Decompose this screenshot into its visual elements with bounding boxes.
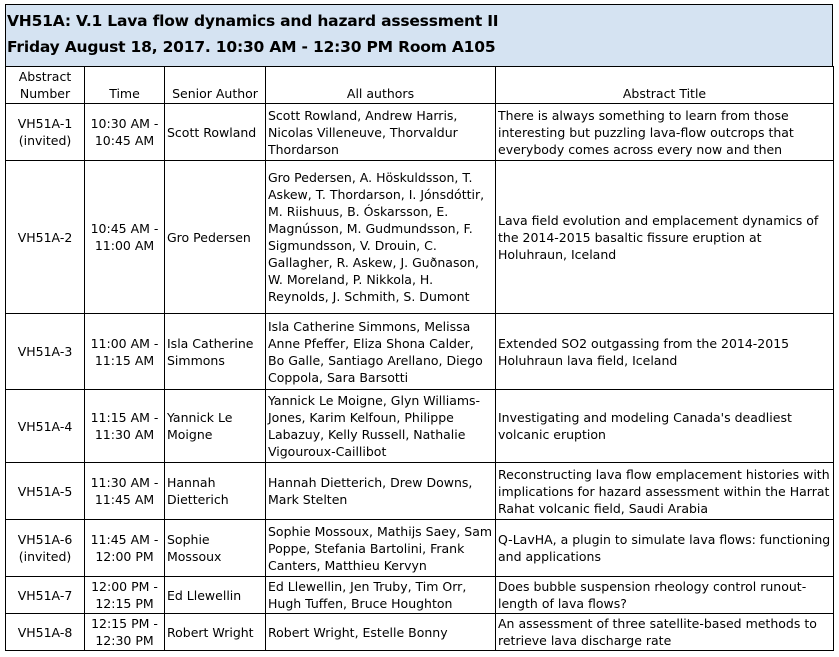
senior-author: Isla Catherine Simmons (165, 314, 266, 390)
abstract-number-cell (6, 161, 85, 314)
time-start: 11:15 AM - (90, 410, 159, 425)
abstract-number: VH51A-4 (17, 418, 73, 434)
time-cell (85, 463, 165, 520)
abstract-title: Reconstructing lava flow emplacement histories with implications for hazard assessment within the Harrat Rahat volcanic field, Saudi Arabia (496, 463, 834, 520)
all-authors: Ed Llewellin, Jen Truby, Tim Orr, Hugh Tuffen, Bruce Houghton (266, 577, 496, 614)
time-start: 11:45 AM - (90, 532, 159, 547)
schedule-table (5, 66, 834, 651)
table-row (6, 390, 834, 463)
invited-note: (invited) (18, 549, 72, 564)
time-cell (85, 161, 165, 314)
all-authors: Isla Catherine Simmons, Melissa Anne Pfeffer, Eliza Shona Calder, Bo Galle, Santiago Arellano, Diego Coppola, Sara Barsotti (266, 314, 496, 390)
senior-author: Ed Llewellin (165, 577, 266, 614)
table-row (6, 463, 834, 520)
time-cell (85, 390, 165, 463)
senior-author: Robert Wright (165, 614, 266, 651)
senior-author: Scott Rowland (165, 104, 266, 161)
abstract-number: VH51A-7 (17, 587, 73, 603)
abstract-title: Lava field evolution and emplacement dynamics of the 2014-2015 basaltic fissure eruption at Holuhraun, Iceland (496, 161, 834, 314)
abstract-number: VH51A-3 (17, 344, 73, 359)
time-start: 11:00 AM - (90, 335, 159, 351)
abstract-title: Q-LavHA, a plugin to simulate lava flows: functioning and applications (496, 520, 834, 577)
column-header-senior-author: Senior Author (165, 67, 266, 104)
time-end: 10:45 AM (94, 133, 155, 148)
senior-author: Hannah Dietterich (165, 463, 266, 520)
all-authors: Gro Pedersen, A. Höskuldsson, T. Askew, T. Thordarson, I. Jónsdóttir, M. Riishuus, B. Óskarsson, E. Magnússon, M. Gudmundsson, F. Sigmundsson, V. Drouin, C. Gallagher, R. Askew, J. Guðnason, W. Moreland, P. Nikkola, H. Reynolds, J. Schmith, S. Dumont (266, 161, 496, 314)
time-end: 11:45 AM (94, 492, 155, 507)
session-datetime: Friday August 18, 2017. 10:30 AM - 12:30 PM Room A105 (7, 38, 496, 56)
senior-author: Yannick Le Moigne (165, 390, 266, 463)
abstract-title: Investigating and modeling Canada's deadliest volcanic eruption (496, 390, 834, 463)
abstract-number-cell (6, 577, 85, 614)
column-header-abstract-number (6, 67, 85, 104)
all-authors: Hannah Dietterich, Drew Downs, Mark Stelten (266, 463, 496, 520)
time-start: 10:30 AM - (90, 116, 159, 131)
time-end: 11:15 AM (94, 352, 155, 368)
time-cell (85, 520, 165, 577)
all-authors: Yannick Le Moigne, Glyn Williams-Jones, Karim Kelfoun, Philippe Labazuy, Kelly Russell, Nathalie Vigouroux-Caillibot (266, 390, 496, 463)
all-authors: Sophie Mossoux, Mathijs Saey, Sam Poppe, Stefania Bartolini, Frank Canters, Matthieu Kervyn (266, 520, 496, 577)
abstract-number-cell (6, 463, 85, 520)
abstract-number-cell (6, 390, 85, 463)
abstract-number-cell (6, 104, 85, 161)
table-row (6, 161, 834, 314)
time-start: 10:45 AM - (90, 221, 159, 236)
session-title: VH51A: V.1 Lava flow dynamics and hazard assessment II (7, 12, 499, 30)
abstract-number: VH51A-5 (17, 483, 73, 499)
time-start: 12:15 PM - (91, 616, 158, 631)
time-end: 11:30 AM (94, 427, 155, 442)
time-start: 11:30 AM - (90, 475, 159, 490)
table-row (6, 314, 834, 390)
abstract-title: Does bubble suspension rheology control runout-length of lava flows? (496, 577, 834, 614)
abstract-number: VH51A-8 (17, 624, 73, 640)
abstract-title: There is always something to learn from those interesting but puzzling lava-flow outcrops that everybody comes across every now and then (496, 104, 834, 161)
column-header-abstract-number-line2: Number (19, 86, 71, 101)
time-cell (85, 104, 165, 161)
table-row (6, 520, 834, 577)
column-header-abstract-number-line1: Abstract (18, 69, 72, 84)
time-start: 12:00 PM - (91, 579, 158, 594)
session-document (5, 4, 833, 651)
abstract-number: VH51A-2 (17, 229, 73, 245)
table-row (6, 577, 834, 614)
time-cell (85, 614, 165, 651)
time-cell (85, 314, 165, 390)
column-header-abstract-title: Abstract Title (496, 67, 834, 104)
time-cell (85, 577, 165, 614)
time-end: 12:15 PM (95, 596, 154, 611)
invited-note: (invited) (18, 133, 72, 148)
all-authors: Robert Wright, Estelle Bonny (266, 614, 496, 651)
session-header (5, 4, 833, 66)
senior-author: Gro Pedersen (165, 161, 266, 314)
table-header-row (6, 67, 834, 104)
table-row (6, 104, 834, 161)
abstract-number-cell (6, 314, 85, 390)
abstract-number-cell (6, 520, 85, 577)
time-end: 12:00 PM (95, 549, 154, 564)
senior-author: Sophie Mossoux (165, 520, 266, 577)
table-row (6, 614, 834, 651)
abstract-number-cell (6, 614, 85, 651)
column-header-time: Time (85, 67, 165, 104)
all-authors: Scott Rowland, Andrew Harris, Nicolas Villeneuve, Thorvaldur Thordarson (266, 104, 496, 161)
time-end: 11:00 AM (94, 238, 155, 253)
abstract-title: An assessment of three satellite-based methods to retrieve lava discharge rate (496, 614, 834, 651)
abstract-number: VH51A-6 (17, 532, 73, 547)
time-end: 12:30 PM (95, 633, 154, 648)
abstract-title: Extended SO2 outgassing from the 2014-2015 Holuhraun lava field, Iceland (496, 314, 834, 390)
column-header-all-authors: All authors (266, 67, 496, 104)
abstract-number: VH51A-1 (17, 116, 73, 131)
